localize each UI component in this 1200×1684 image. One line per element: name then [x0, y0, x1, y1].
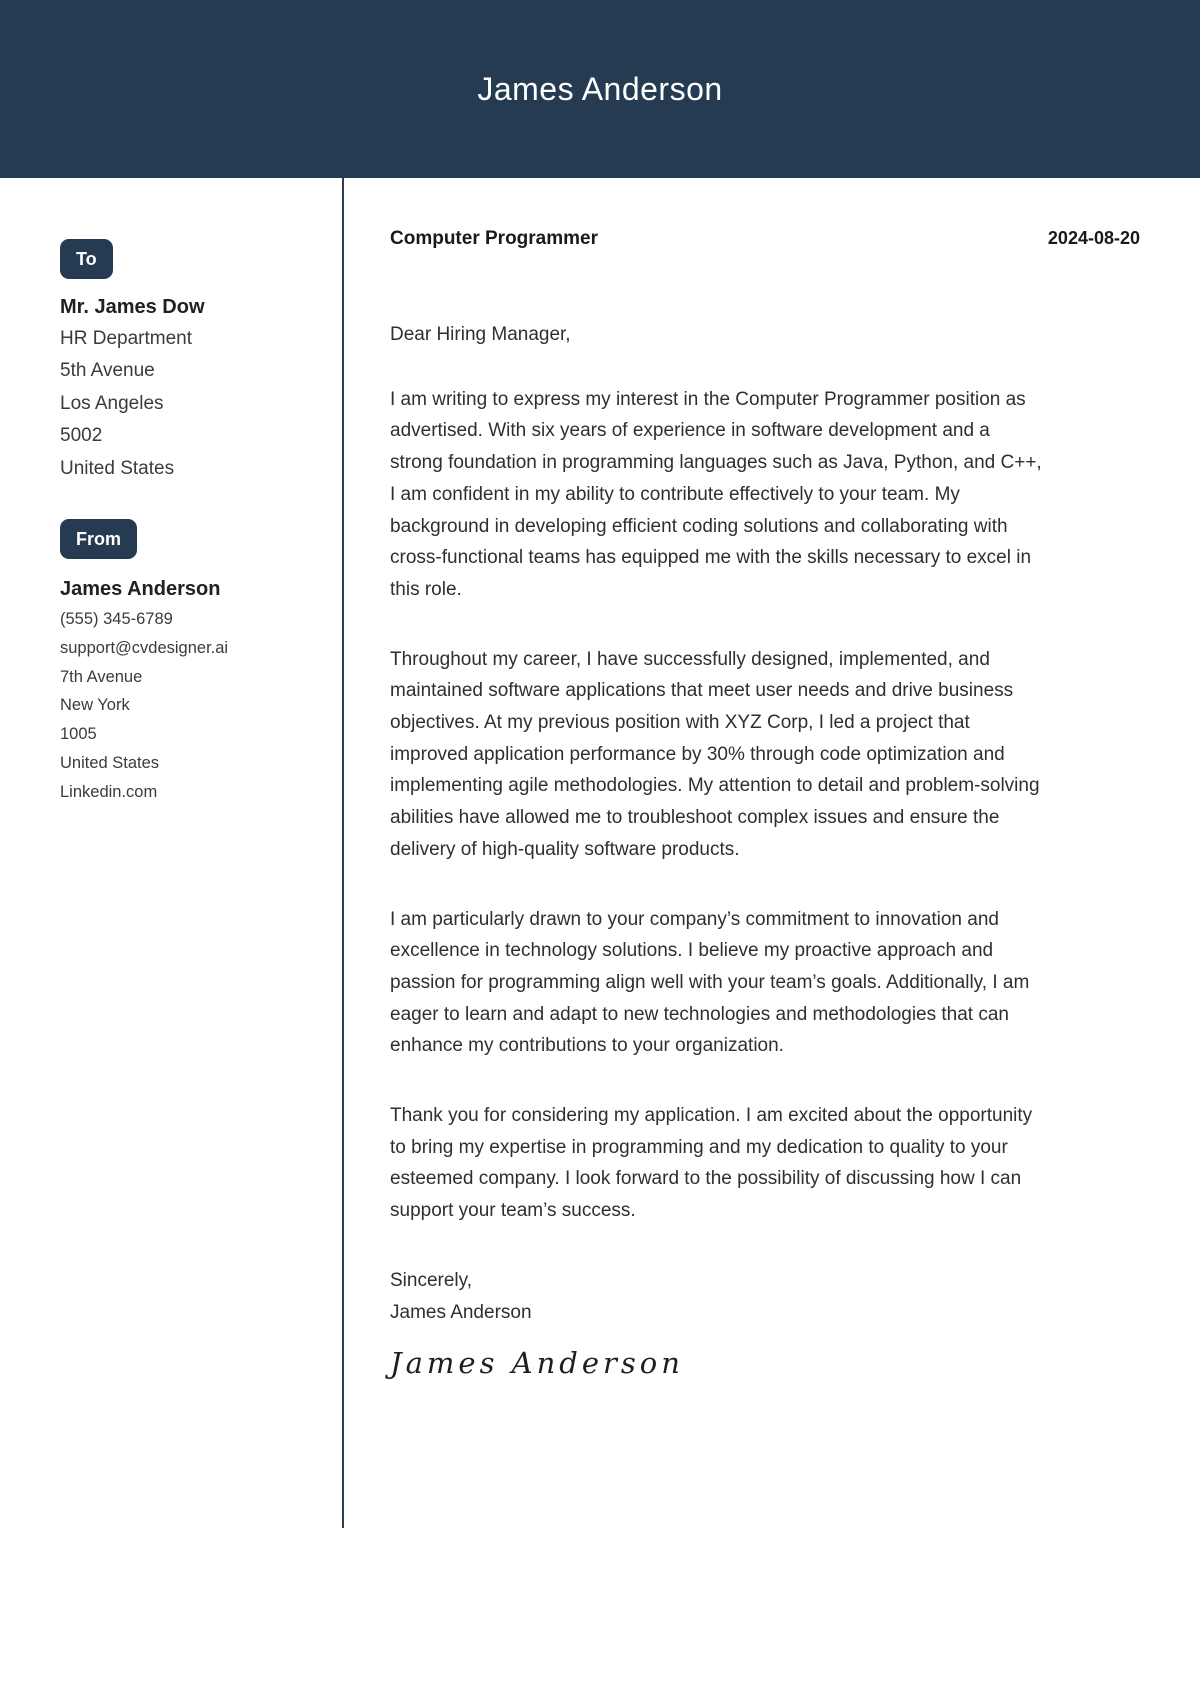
letter-body-columns [0, 178, 1200, 1528]
sender-street: 7th Avenue [60, 667, 143, 686]
paragraph-motivation: I am particularly drawn to your company’s commitment to innovation and excellence in technology solutions. I believe my proactive approach and passion for programming align well with your team’s goals. Additionally, I am eager to learn and adapt to new technologies and methodologies that can enhance my contributions to your organization. [390, 908, 1030, 1057]
sender-country: United States [60, 754, 160, 773]
paragraph-experience: Throughout my career, I have successfully designed, implemented, and maintained software applications that meet user needs and drive business objectives. At my previous position with XYZ Corp, I led a project that improved application performance by 30% through code optimization and implementing agile methodologies. My attention to detail and problem-solving abilities have allowed me to troubleshoot complex issues and ensure the delivery of high-quality software products. [390, 648, 1040, 860]
letter-header [0, 0, 1200, 178]
sender-email: support@cvdesigner.ai [60, 638, 229, 657]
closing-block [390, 1265, 1140, 1328]
recipient-name: Mr. James Dow [60, 296, 205, 318]
to-badge: To [60, 239, 113, 279]
closing-name: James Anderson [390, 1301, 532, 1323]
contact-sidebar [0, 178, 342, 1528]
recipient-street: 5th Avenue [60, 360, 155, 382]
sender-city: New York [60, 696, 130, 715]
letter-date: 2024-08-20 [1047, 228, 1140, 248]
from-badge: From [60, 519, 137, 559]
sender-zip: 1005 [60, 725, 97, 744]
sender-name: James Anderson [60, 578, 221, 601]
salutation: Dear Hiring Manager, [390, 324, 571, 345]
recipient-address-block [60, 291, 332, 485]
closing-word: Sincerely, [390, 1269, 473, 1291]
recipient-country: United States [60, 457, 175, 479]
recipient-zip: 5002 [60, 425, 103, 447]
subject-row [390, 225, 1140, 252]
sender-contact-block [60, 573, 332, 807]
sender-phone: (555) 345-6789 [60, 610, 173, 629]
job-title: Computer Programmer [390, 228, 598, 249]
paragraph-intro: I am writing to express my interest in the Computer Programmer position as advertised. With six years of experience in software development and a strong foundation in programming languages such as Java, Python, and C++, I am confident in my ability to contribute effectively to your team. My background in developing efficient coding solutions and collaborating with cross-functional teams has equipped me with the skills necessary to excel in this role. [390, 388, 1042, 600]
sender-linkedin: Linkedin.com [60, 782, 158, 801]
recipient-department: HR Department [60, 328, 192, 349]
handwritten-signature: James Anderson [390, 1346, 684, 1381]
letter-main-content [344, 178, 1200, 1528]
page-title: James Anderson [477, 70, 723, 107]
recipient-city: Los Angeles [60, 392, 164, 414]
paragraph-thanks: Thank you for considering my application. I am excited about the opportunity to bring my expertise in programming and my dedication to quality to your esteemed company. I look forward to the possibility of discussing how I can support your team’s success. [390, 1105, 1033, 1222]
